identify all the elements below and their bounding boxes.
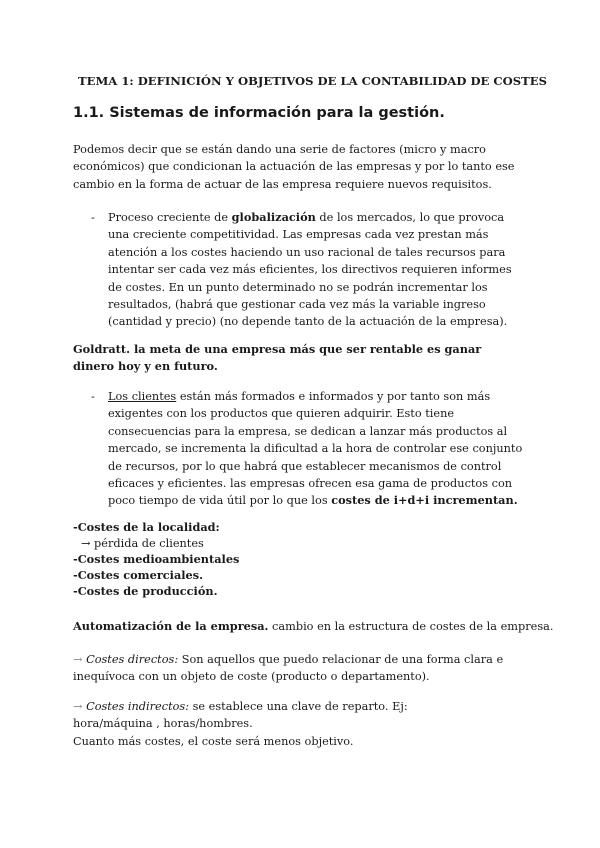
costes-directos-text: Son aquellos que puedo relacionar de una forma clara e inequívoca con un objeto de coste (producto o departamento). [73,653,504,684]
section-heading: 1.1. Sistemas de información para la gestión. [73,105,445,121]
bullet-bold-term: globalización [231,210,316,224]
arrow-right-icon: → [73,653,83,666]
bullet-dash: - [91,211,95,224]
costes-comerciales: -Costes comerciales. [73,568,204,582]
costes-medioambientales: -Costes medioambientales [73,552,240,566]
automatizacion-line [73,618,553,635]
costes-directos-paragraph [73,651,528,686]
automatizacion-bold: Automatización de la empresa. [73,619,269,633]
bullet-dash: - [91,390,95,403]
bullet-text [108,209,528,331]
costes-indirectos-paragraph [73,698,473,733]
bullet-bold-term: costes de i+d+i incrementan. [331,493,518,508]
bullet-text-before: Proceso creciente de [108,211,232,224]
closing-line: Cuanto más costes, el coste será menos objetivo. [73,735,354,748]
document-title: TEMA 1: DEFINICIÓN Y OBJETIVOS DE LA CONTABILIDAD DE COSTES [78,74,547,88]
intro-paragraph: Podemos decir que se están dando una serie de factores (micro y macro económicos) que condicionan la actuación de las empresas y por lo tanto ese cambio en la forma de actuar de las empresa requiere nuevos requisitos. [73,143,515,191]
automatizacion-text: cambio en la estructura de costes de la empresa. [268,620,554,633]
costes-produccion: -Costes de producción. [73,584,218,598]
arrow-right-icon: → [73,700,83,713]
bullet-text-after: de los mercados, lo que provoca una creciente competitividad. Las empresas cada vez prestan más atención a los costes haciendo un uso racional de tales recursos para intentar ser cada vez más eficientes, los directivos requieren informes de costes. En un punto determinado no se podrán incrementar los resultados, (habrá que gestionar cada vez más la variable ingreso (cantidad y precio) (no depende tanto de la actuación de la empresa). [108,211,512,329]
costes-indirectos-label: Costes indirectos: [86,700,190,713]
bullet-text-after: están más formados e informados y por tanto son más exigentes con los productos que quieren adquirir. Esto tiene consecuencias para la empresa, se dedican a lanzar más productos al mercado, se incrementa la dificultad a la hora de controlar ese conjunto de recursos, por lo que habrá que establecer mecanismos de control eficaces y eficientes. las empresas ofrecen esa gama de productos con poco tiempo de vida útil por lo que los [108,390,523,508]
costes-indirectos-text: se establece una clave de reparto. Ej: hora/máquina , horas/hombres. [73,700,408,731]
bullet-underline-term: Los clientes [108,390,177,403]
perdida-clientes: → pérdida de clientes [81,537,204,550]
costes-localidad: -Costes de la localidad: [73,520,220,534]
bullet-text [108,388,528,510]
goldratt-statement: Goldratt. la meta de una empresa más que ser rentable es ganar dinero hoy y en futuro. [73,342,482,374]
costes-directos-label: Costes directos: [86,653,179,666]
